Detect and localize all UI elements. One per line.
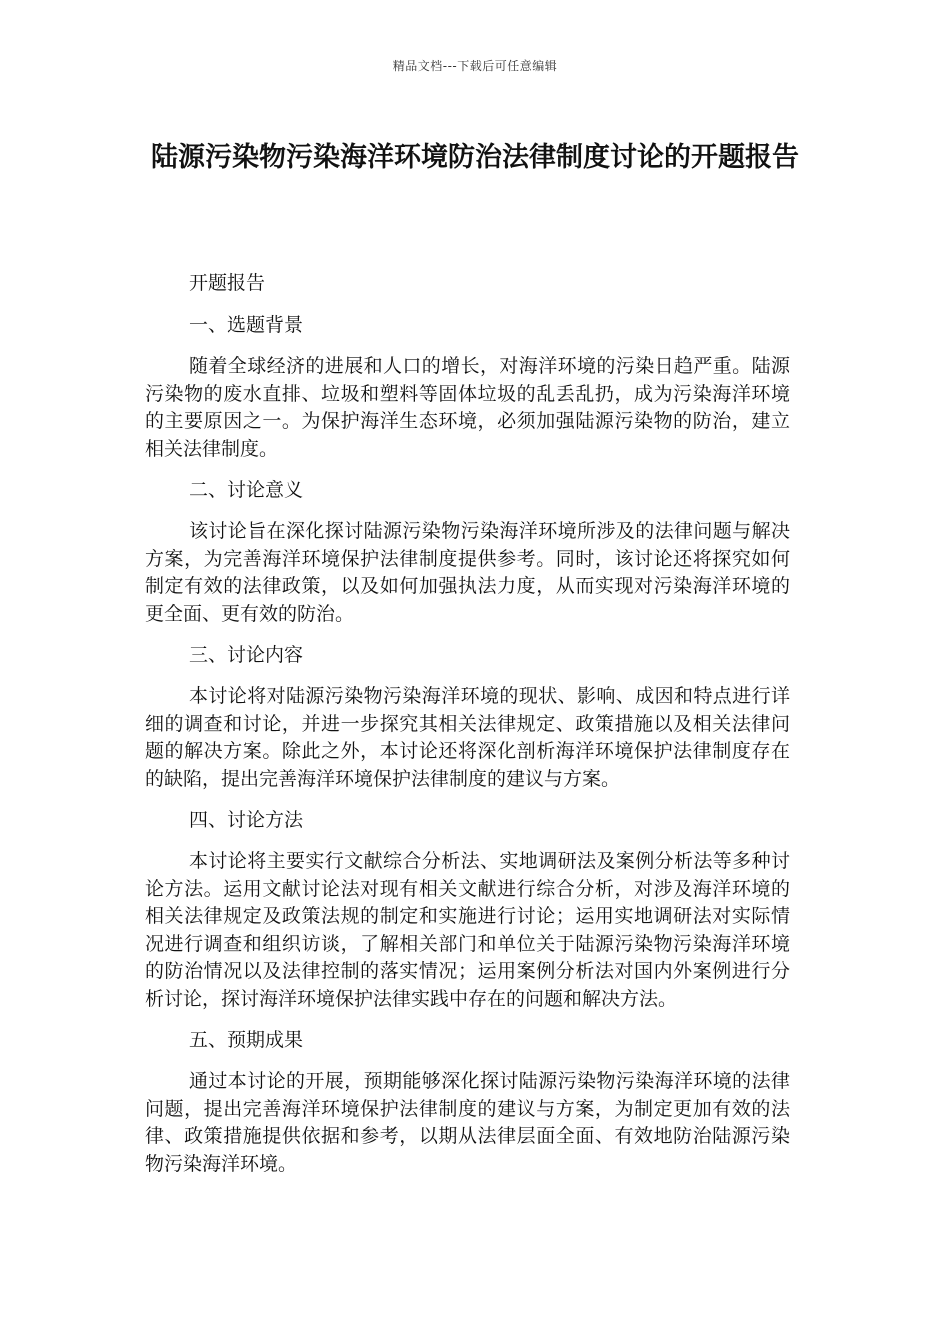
document-body bbox=[145, 270, 790, 1192]
section-heading-methods: 四、讨论方法 bbox=[189, 809, 304, 831]
report-label: 开题报告 bbox=[189, 272, 266, 294]
section-body-outcomes: 通过本讨论的开展，预期能够深化探讨陆源污染物污染海洋环境的法律问题，提出完善海洋环境保护法律制度的建议与方案，为制定更加有效的法律、政策措施提供依据和参考，以期从法律层面全面、有效地防治陆源污染物污染海洋环境。 bbox=[145, 1070, 790, 1175]
section-heading-content: 三、讨论内容 bbox=[189, 644, 304, 666]
section-body-content: 本讨论将对陆源污染物污染海洋环境的现状、影响、成因和特点进行详细的调查和讨论，并进一步探究其相关法律规定、政策措施以及相关法律问题的解决方案。除此之外，本讨论还将深化剖析海洋环境保护法律制度存在的缺陷，提出完善海洋环境保护法律制度的建议与方案。 bbox=[145, 685, 790, 790]
page-header: 精品文档---下载后可任意编辑 bbox=[392, 59, 558, 73]
section-body-methods: 本讨论将主要实行文献综合分析法、实地调研法及案例分析法等多种讨论方法。运用文献讨论法对现有相关文献进行综合分析，对涉及海洋环境的相关法律规定及政策法规的制定和实施进行讨论；运用实地调研法对实际情况进行调查和组织访谈，了解相关部门和单位关于陆源污染物污染海洋环境的防治情况以及法律控制的落实情况；运用案例分析法对国内外案例进行分析讨论，探讨海洋环境保护法律实践中存在的问题和解决方法。 bbox=[145, 850, 790, 1010]
section-heading-outcomes: 五、预期成果 bbox=[189, 1029, 304, 1051]
section-heading-background: 一、选题背景 bbox=[189, 314, 304, 336]
document-title: 陆源污染物污染海洋环境防治法律制度讨论的开题报告 bbox=[151, 142, 799, 173]
section-heading-significance: 二、讨论意义 bbox=[189, 479, 304, 501]
section-body-significance: 该讨论旨在深化探讨陆源污染物污染海洋环境所涉及的法律问题与解决方案，为完善海洋环境保护法律制度提供参考。同时，该讨论还将探究如何制定有效的法律政策，以及如何加强执法力度，从而实现对污染海洋环境的更全面、更有效的防治。 bbox=[145, 520, 790, 625]
section-body-background: 随着全球经济的进展和人口的增长，对海洋环境的污染日趋严重。陆源污染物的废水直排、垃圾和塑料等固体垃圾的乱丢乱扔，成为污染海洋环境的主要原因之一。为保护海洋生态环境，必须加强陆源污染物的防治，建立相关法律制度。 bbox=[145, 355, 790, 460]
